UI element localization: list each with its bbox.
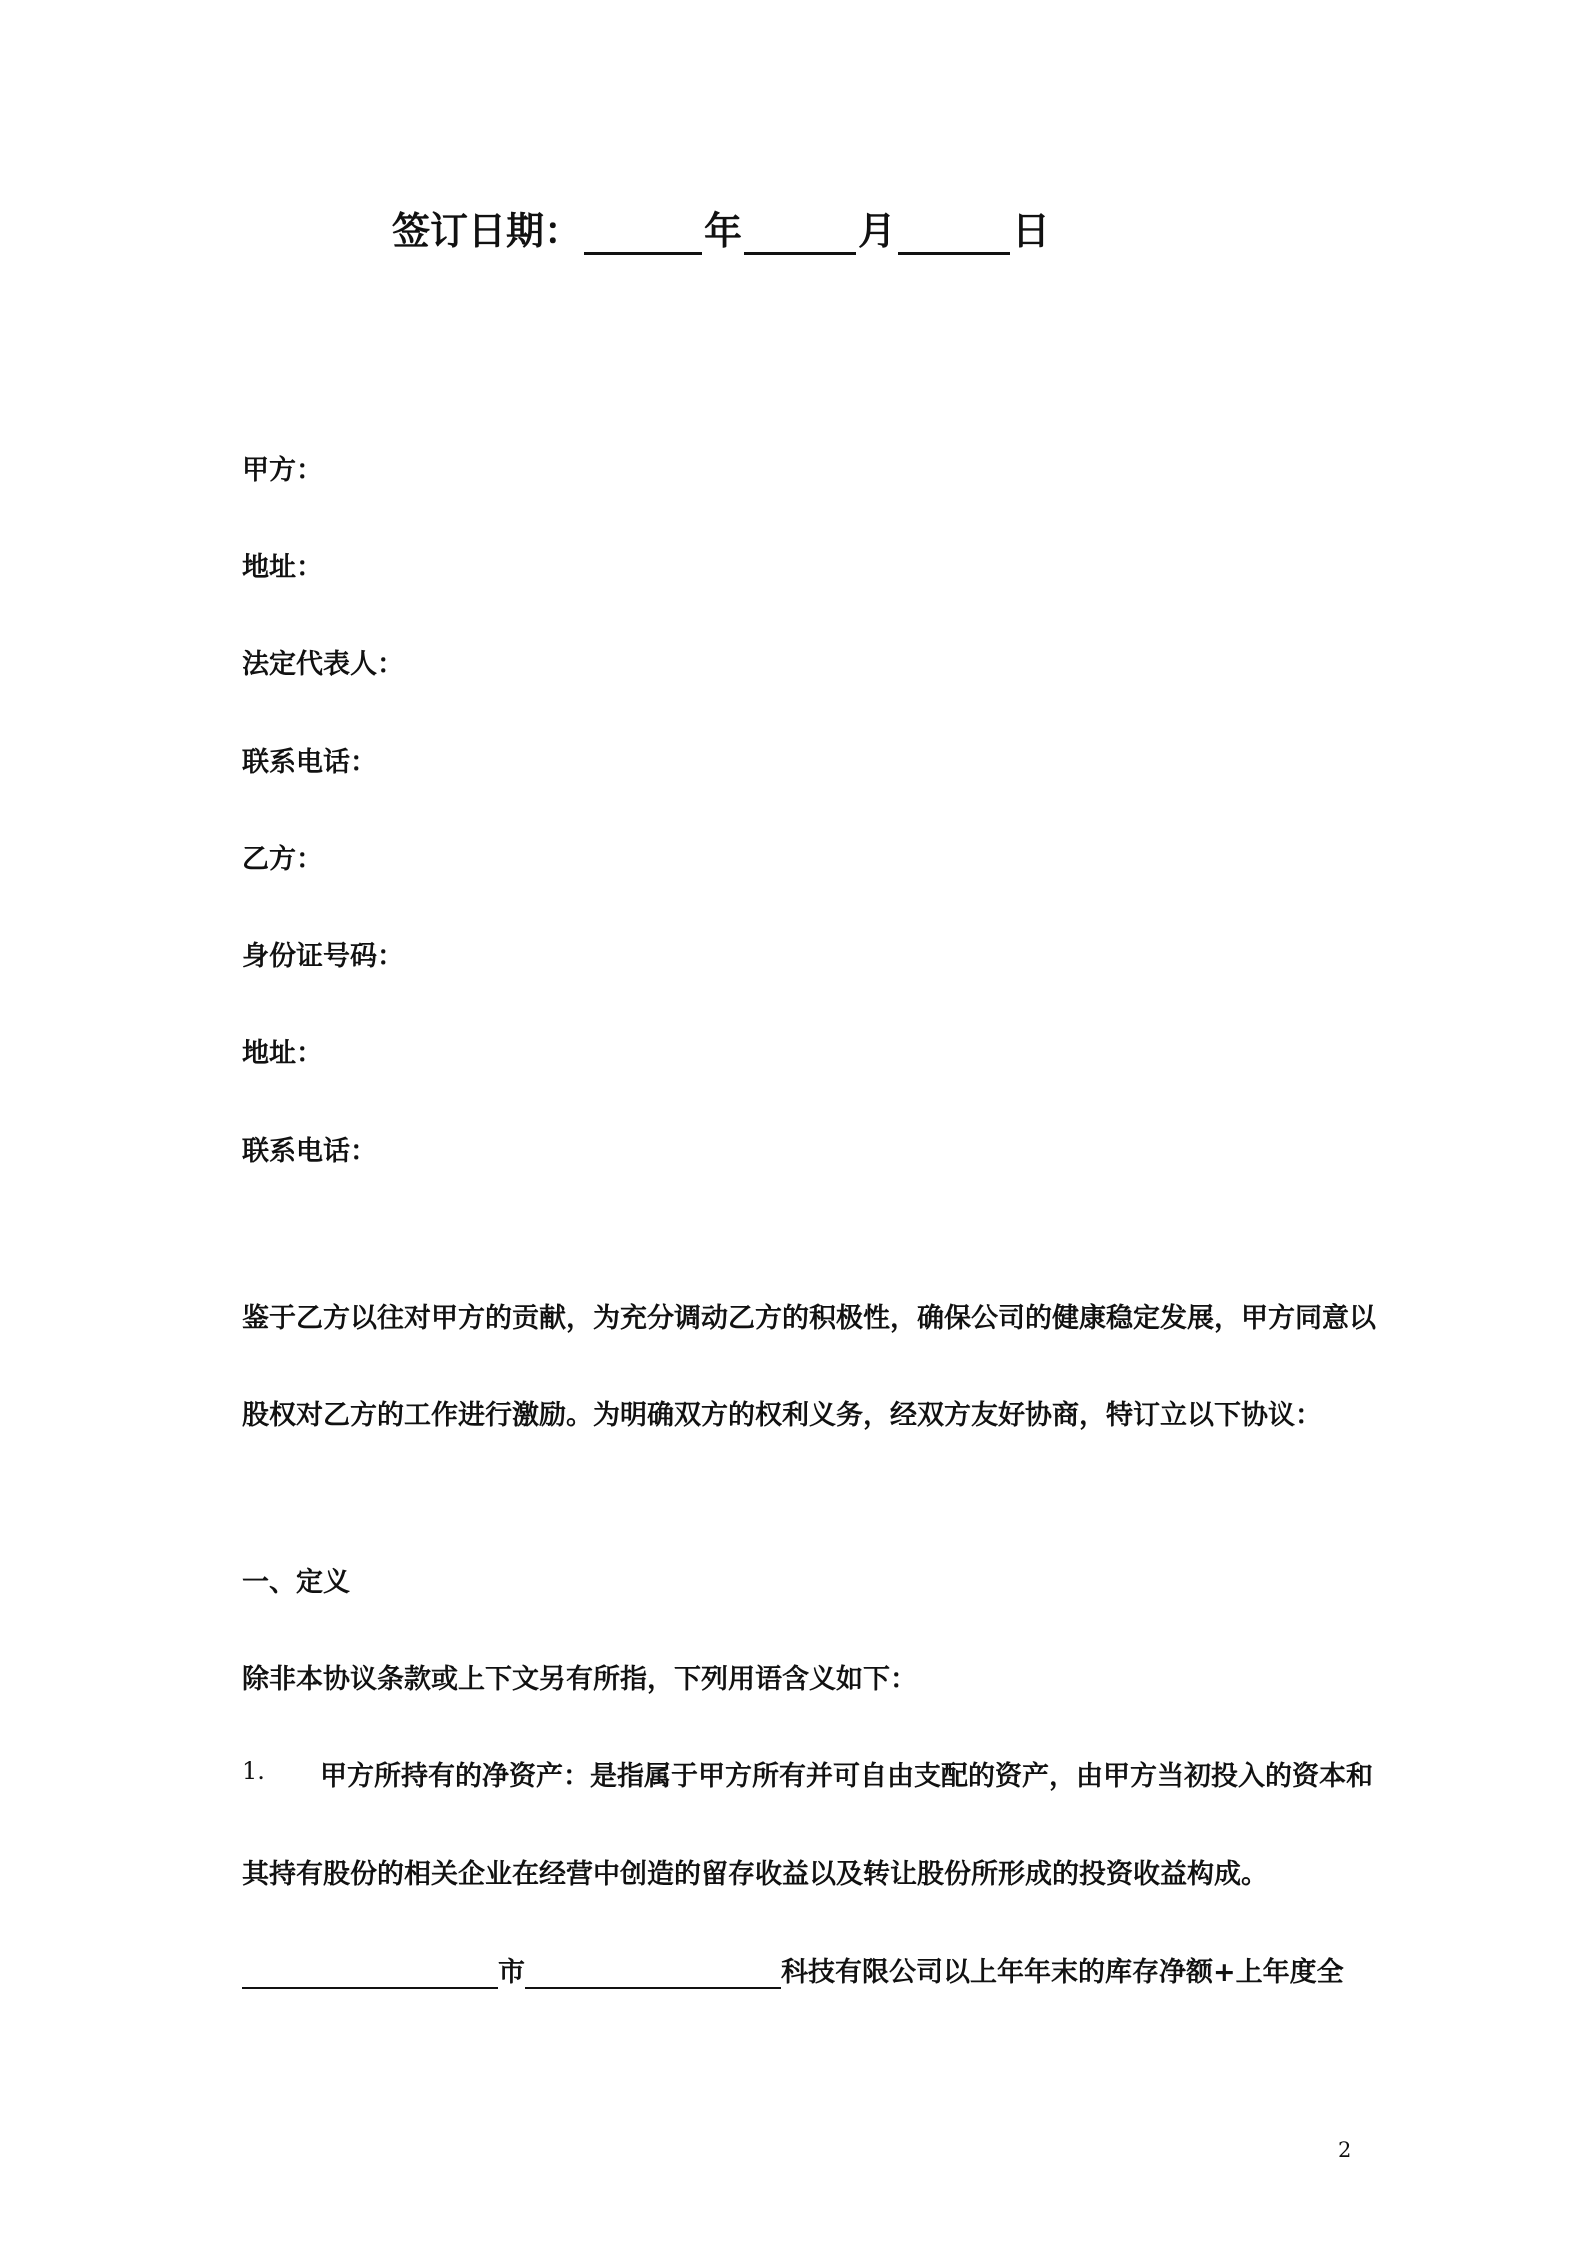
definition-item-1-line-2: 其持有股份的相关企业在经营中创造的留存收益以及转让股份所形成的投资收益构成。 bbox=[242, 1859, 1268, 1890]
party-a-legal-rep-label: 法定代表人： bbox=[242, 649, 404, 680]
day-label: 日 bbox=[1012, 209, 1051, 253]
preamble-line-2: 股权对乙方的工作进行激励。为明确双方的权利义务，经双方友好协商，特订立以下协议： bbox=[242, 1400, 1322, 1431]
month-label: 月 bbox=[858, 209, 897, 253]
party-b-phone-label: 联系电话： bbox=[242, 1136, 377, 1167]
party-b-name-label: 乙方： bbox=[242, 844, 323, 875]
definitions-intro: 除非本协议条款或上下文另有所指，下列用语含义如下： bbox=[242, 1664, 917, 1695]
party-a-address-label: 地址： bbox=[242, 552, 323, 583]
company-fill-line bbox=[242, 1950, 1344, 1989]
party-b-id-label: 身份证号码： bbox=[242, 941, 404, 972]
city-label: 市 bbox=[498, 1957, 525, 1988]
company-name-blank bbox=[525, 1955, 781, 1989]
signing-date-label: 签订日期： bbox=[392, 209, 583, 253]
definition-item-1-line-1: 甲方所持有的净资产：是指属于甲方所有并可自由支配的资产，由甲方当初投入的资本和 bbox=[320, 1761, 1373, 1792]
section-heading-definitions: 一、定义 bbox=[242, 1567, 350, 1598]
signing-date-line bbox=[392, 200, 1050, 255]
definition-item-number: 1. bbox=[242, 1757, 265, 1785]
party-a-name-label: 甲方： bbox=[242, 455, 323, 486]
company-fill-text: 科技有限公司以上年年末的库存净额+上年度全 bbox=[781, 1957, 1344, 1988]
year-label: 年 bbox=[704, 209, 743, 253]
party-b-address-label: 地址： bbox=[242, 1038, 323, 1069]
month-blank bbox=[744, 212, 856, 255]
page-number: 2 bbox=[1338, 2138, 1352, 2162]
day-blank bbox=[898, 212, 1010, 255]
year-blank bbox=[584, 212, 702, 255]
city-blank bbox=[242, 1955, 498, 1989]
preamble-line-1: 鉴于乙方以往对甲方的贡献，为充分调动乙方的积极性，确保公司的健康稳定发展，甲方同意以 bbox=[242, 1303, 1376, 1334]
party-a-phone-label: 联系电话： bbox=[242, 747, 377, 778]
